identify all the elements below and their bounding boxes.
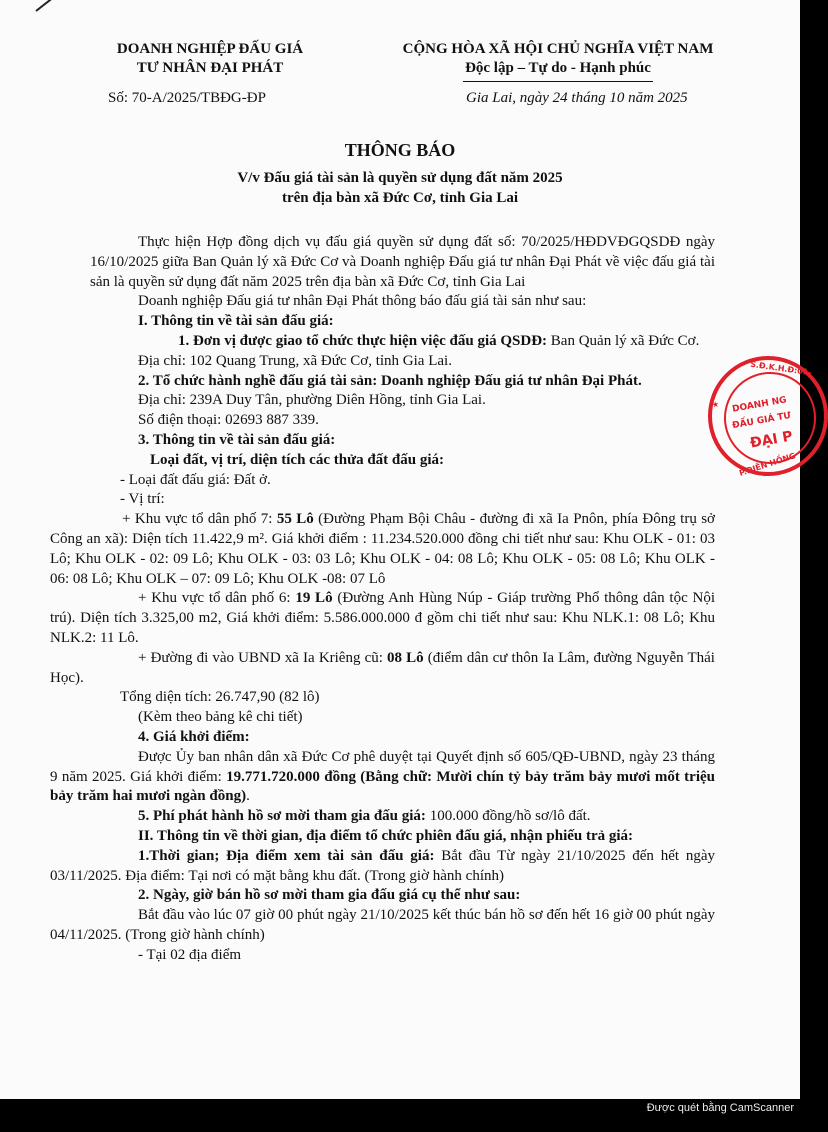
viewing-time-label: 1.Thời gian; Địa điểm xem tài sản đấu giá:: [138, 847, 435, 864]
road-lots: 08 Lô: [387, 649, 424, 666]
item-2-label: 2. Tổ chức hành nghề đấu giá tài sản:: [138, 372, 378, 389]
item-3-subheading: Loại đất, vị trí, diện tích các thửa đất đấu giá:: [150, 451, 445, 468]
item-5: [90, 807, 715, 827]
zone-6-details: (Đường Anh Hùng Núp - Giáp trường Phổ thông dân tộc Nội trú). Diện tích 3.325,00 m2, Giá khởi điểm: 5.586.000.000 đ gồm chi tiết như sau: Khu NLK.1: 08 Lô; Khu NLK.2: 11 Lô.: [50, 590, 715, 646]
item-4-paragraph: [50, 748, 715, 807]
zone-7-paragraph: [50, 510, 715, 589]
item-4-end: .: [246, 788, 250, 805]
item-5-label: 5. Phí phát hành hồ sơ mời tham gia đấu giá:: [138, 808, 426, 825]
announcement-line: Doanh nghiệp Đấu giá tư nhân Đại Phát thông báo đấu giá tài sản như sau:: [138, 293, 587, 310]
item-4-price: 19.771.720.000 đồng (Bằng chữ: Mười chín tỷ bảy trăm bảy mươi mốt triệu bảy trăm hai mươi ngàn đồng): [50, 768, 715, 805]
zone-7-details: (Đường Phạm Bội Châu - đường đi xã Ia Pnôn, phía Đông trụ sở Công an xã): Diện tích 11.422,9 m². Giá khởi điểm : 11.234.520.000 đồng chi tiết như sau: Khu OLK - 01: 03 Lô; Khu OLK - 02: 09 Lô; Khu OLK - 03: 03 Lô; Khu OLK - 04: 08 Lô; Khu OLK - 05: 08 Lô; Khu OLK - 06: 08 Lô; Khu OLK – 07: 09 Lô; Khu OLK -08: 07 Lô: [50, 511, 715, 587]
seal-text-1: DOANH NG: [731, 395, 788, 415]
org-name-line1: DOANH NGHIỆP ĐẤU GIÁ: [116, 41, 304, 57]
sale-paragraph: Bắt đầu vào lúc 07 giờ 00 phút ngày 21/10/2025 kết thúc bán hồ sơ đến hết 16 giờ 00 phút ngày 04/11/2025. (Trong giờ hành chính): [50, 907, 715, 943]
item-1-label: 1. Đơn vị được giao tổ chức thực hiện việc đấu giá QSDĐ:: [178, 332, 548, 349]
seal-star-icon: ★: [710, 400, 721, 409]
zone-6-paragraph: [50, 589, 715, 648]
item-4-heading: 4. Giá khởi điểm:: [138, 728, 250, 745]
document-title: THÔNG BÁO: [344, 140, 456, 160]
item-1-address: Địa chỉ: 102 Quang Trung, xã Đức Cơ, tỉnh Gia Lai.: [138, 352, 452, 369]
org-name-line2: TƯ NHÂN ĐẠI PHÁT: [136, 60, 284, 76]
reference-number: Số: 70-A/2025/TBĐG-ĐP: [108, 90, 266, 106]
zone-6-lots: 19 Lô: [295, 590, 333, 607]
document-subtitle: [0, 168, 800, 208]
subtitle-line2: trên địa bàn xã Đức Cơ, tỉnh Gia Lai: [281, 190, 519, 206]
location-label: - Vị trí:: [120, 491, 165, 508]
item-3-heading: 3. Thông tin về tài sản đấu giá:: [138, 431, 336, 448]
sale-heading: 2. Ngày, giờ bán hồ sơ mời tham gia đấu giá cụ thể như sau:: [138, 887, 521, 904]
viewing-time-paragraph: [50, 847, 715, 887]
national-motto: Độc lập – Tự do - Hạnh phúc: [465, 60, 651, 76]
motto-underline: [463, 81, 653, 82]
seal-bottom-text: P.DIÊN HỒNG: [738, 451, 797, 478]
item-5-value: 100.000 đồng/hồ sơ/lô đất.: [425, 808, 591, 825]
item-4-text: Được Ủy ban nhân dân xã Đức Cơ phê duyệt tại Quyết định số 605/QĐ-UBND, ngày 23 tháng 9 năm 2025. Giá khởi điểm:: [50, 748, 715, 785]
document-body: [50, 233, 715, 965]
subtitle-line1: V/v Đấu giá tài sản là quyền sử dụng đất năm 2025: [237, 170, 563, 186]
scanner-watermark: Được quét bằng CamScanner: [646, 1102, 794, 1114]
zone-6-label: + Khu vực tổ dân phố 6:: [138, 590, 296, 607]
item-2-phone: Số điện thoại: 02693 887 339.: [138, 412, 319, 429]
item-2-value: Doanh nghiệp Đấu giá tư nhân Đại Phát.: [377, 372, 642, 389]
road-paragraph: [50, 649, 715, 689]
land-type: - Loại đất đấu giá: Đất ở.: [120, 471, 271, 488]
section-1-heading: I. Thông tin về tài sản đấu giá:: [138, 313, 334, 330]
item-2: [90, 372, 715, 392]
total-area: Tổng diện tích: 26.747,90 (82 lô): [120, 689, 320, 706]
zone-7-lots: 55 Lô: [276, 511, 314, 528]
road-label: + Đường đi vào UBND xã Ia Kriêng cũ:: [138, 649, 388, 666]
seal-text-3: ĐẠI P: [748, 428, 794, 452]
seal-registration: S.Đ.K.H.Đ:01-: [749, 359, 813, 378]
zone-7-label: + Khu vực tổ dân phố 7:: [122, 511, 277, 528]
item-1-value: Ban Quản lý xã Đức Cơ.: [547, 332, 700, 349]
item-1: [50, 332, 715, 352]
national-header: [348, 40, 768, 82]
intro-paragraph: Thực hiện Hợp đồng dịch vụ đấu giá quyền sử dụng đất số: 70/2025/HĐDVĐGQSDĐ ngày 16/10/2025 giữa Ban Quản lý xã Đức Cơ và Doanh nghiệp Đấu giá tư nhân Đại Phát về việc đấu giá tài sản là quyền sử dụng đất năm 2025 trên địa bàn xã Đức Cơ, tỉnh Gia Lai: [90, 234, 715, 290]
attachment-note: (Kèm theo bảng kê chi tiết): [138, 709, 303, 726]
issue-date: Gia Lai, ngày 24 tháng 10 năm 2025: [466, 90, 688, 106]
organization-header: [70, 40, 350, 78]
item-2-address: Địa chỉ: 239A Duy Tân, phường Diên Hồng, tỉnh Gia Lai.: [138, 392, 486, 409]
country-name: CỘNG HÒA XÃ HỘI CHỦ NGHĨA VIỆT NAM: [402, 41, 714, 57]
company-seal: [708, 356, 828, 476]
road-details: (điểm dân cư thôn Ia Lâm, đường Nguyễn Thái Học).: [50, 649, 715, 686]
seal-text-2: ĐẤU GIÁ TƯ: [731, 410, 792, 432]
viewing-time-text: Bắt đầu Từ ngày 21/10/2025 đến hết ngày 03/11/2025. Địa điểm: Tại nơi có mặt bằng khu đất. (Trong giờ hành chính): [50, 847, 715, 884]
places-line: - Tại 02 địa điểm: [138, 946, 242, 963]
section-2-heading: II. Thông tin về thời gian, địa điểm tổ chức phiên đấu giá, nhận phiếu trả giá:: [138, 827, 634, 844]
pen-mark: [35, 0, 68, 12]
